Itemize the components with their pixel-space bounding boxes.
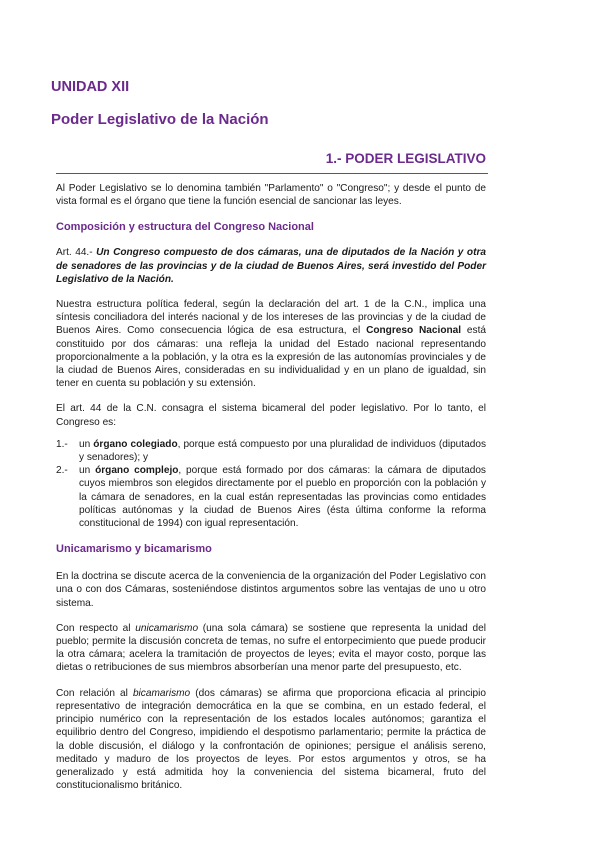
- article-44-prefix: Art. 44.-: [56, 247, 97, 259]
- unit-title: UNIDAD XII: [51, 79, 130, 95]
- article-44-paragraph: [56, 246, 486, 286]
- bicamarismo-text-a: Con relación al: [56, 687, 133, 699]
- unicamarismo-paragraph: [56, 622, 486, 675]
- estructura-paragraph: [56, 298, 486, 390]
- list-item-text: , porque está compuesto por una pluralidad de individuos (diputados y senadores); y: [79, 438, 486, 464]
- section-title: 1.- PODER LEGISLATIVO: [325, 151, 486, 166]
- list-item-pre: un: [79, 465, 96, 477]
- congreso-nacional-term: Congreso Nacional: [366, 325, 462, 337]
- article-44-text: Un Congreso compuesto de dos cámaras, una de diputados de la Nación y otra de senadores de las provincias y de la ciudad de Buenos Aires, será investido del Poder Legislativo de la Nación.: [56, 247, 486, 285]
- section-header: [56, 150, 488, 174]
- bicamarismo-text-b: (dos cámaras) se afirma que proporciona eficacia al principio representativo de integración democrática en la que se combina, en un estado federal, el principio numérico con la representación de los estados locales autónomos; garantiza el equilibrio dentro del Congreso, impidiendo el despotismo parlamentario; permite la práctica de la doble discusión, el diálogo y la confrontación de opiniones; persigue el análisis sereno, meditado y maduro de los proyectos de leyes. Por estos argumentos y otros, se ha generalizado y está admitida hoy la conveniencia del sistema bicameral, fruto del constitucionalismo británico.: [56, 687, 486, 792]
- list-item-term: órgano complejo: [95, 465, 179, 477]
- estructura-text-a: Nuestra estructura política federal, según la declaración del art. 1 de la C.N., implica una síntesis conciliadora del interés nacional y de los intereses de las provincias y de la ciudad de Buenos Aires. Como consecuencia lógica de esa estructura, el: [56, 299, 486, 337]
- unicamarismo-text-b: (una sola cámara) se sostiene que representa la unidad del pueblo; permite la discusión concreta de temas, no sufre el entorpecimiento que puede producir la otra cámara; acelera la tramitación de proyectos de leyes; evita el mayor costo, porque las dietas o retribuciones de sus miembros absorberían una menor parte del presupuesto, etc.: [56, 622, 486, 674]
- list-item-text: , porque está formado por dos cámaras: la cámara de diputados cuyos miembros son elegidos directamente por el pueblo en proporción con la población y la cámara de senadores, en la cual están representadas las provincias como entidades políticas autónomas y la ciudad de Buenos Aires (ésta última conforme la reforma constitucional de 1994) con igual representación.: [79, 465, 486, 530]
- congreso-list: [56, 438, 486, 530]
- list-item-term: órgano colegiado: [93, 438, 178, 450]
- list-item: [56, 464, 486, 530]
- list-item-number: 2.-: [56, 465, 68, 477]
- unicamarismo-heading: Unicamarismo y bicamarismo: [56, 543, 212, 556]
- list-item-number: 1.-: [56, 438, 68, 450]
- list-item-pre: un: [79, 438, 94, 450]
- list-item: [56, 438, 486, 464]
- composicion-heading: Composición y estructura del Congreso Nacional: [56, 221, 314, 234]
- bicameral-paragraph: El art. 44 de la C.N. consagra el sistema bicameral del poder legislativo. Por lo tanto, el Congreso es:: [56, 403, 486, 428]
- chapter-title: Poder Legislativo de la Nación: [51, 111, 269, 128]
- document-body: [56, 182, 486, 792]
- bicamarismo-paragraph: [56, 687, 486, 793]
- estructura-text-b: está constituido por dos cámaras: una refleja la unidad del Estado nacional representando proporcionalmente a la población, y la otra es la expresión de las autonomías provinciales y de la ciudad de Buenos Aires, consideradas en su individualidad y en un plano de igualdad, sin tener en cuenta su población y su extensión.: [56, 325, 486, 390]
- unicamarismo-text-a: Con respecto al: [56, 622, 136, 634]
- bicamarismo-term: bicamarismo: [132, 687, 191, 699]
- unicamarismo-term: unicamarismo: [135, 622, 199, 634]
- intro-paragraph: Al Poder Legislativo se lo denomina también "Parlamento" o "Congreso"; y desde el punto de vista formal es el órgano que tiene la función esencial de sancionar las leyes.: [56, 183, 486, 208]
- doctrina-paragraph: En la doctrina se discute acerca de la conveniencia de la organización del Poder Legislativo con una o con dos Cámaras, sosteniéndose distintos argumentos sobre las ventajas de uno u otro sistema.: [56, 571, 486, 609]
